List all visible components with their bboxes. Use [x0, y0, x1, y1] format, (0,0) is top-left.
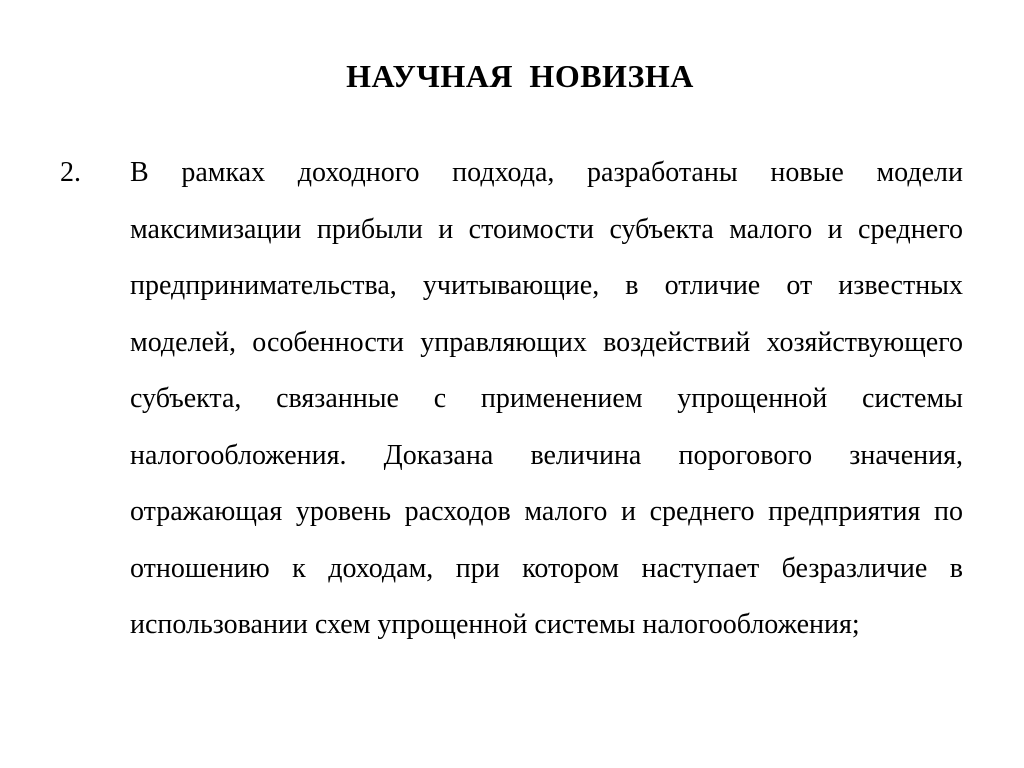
list-item-text: В рамках доходного подхода, разработаны новые модели максимизации прибыли и стоимости субъекта малого и среднего предпринимательства, учитывающие, в отличие от известных моделей, особенности управляющих воздействий хозяйствующего субъекта, связанные с применением упрощенной системы налогообложения. Доказана величина порогового значения, отражающая уровень расходов малого и среднего предприятия по отношению к доходам, при котором наступает безразличие в использовании схем упрощенной системы налогообложения;: [130, 157, 963, 640]
slide-title: НАУЧНАЯ НОВИЗНА: [346, 58, 694, 94]
list-item-number: 2.: [60, 157, 81, 188]
